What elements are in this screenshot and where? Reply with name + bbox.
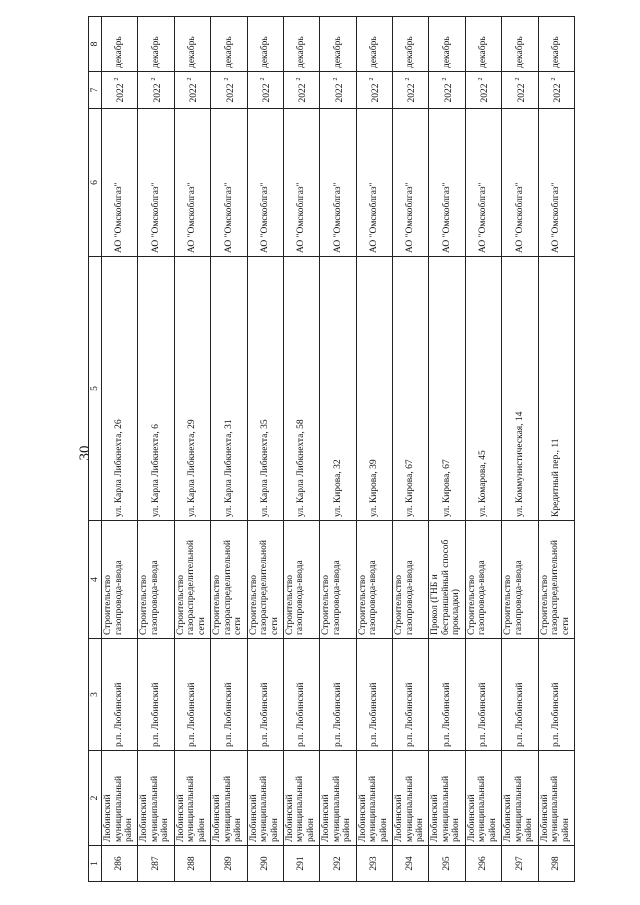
organization-cell: АО "Омскоблгаз" [502,109,538,257]
column-number: 2 [89,751,102,846]
year-cell [320,72,356,109]
row-number-cell: 294 [393,846,429,882]
year-value: 2022 [261,83,272,103]
footnote-mark: 2 [223,77,230,81]
table-row [429,17,465,882]
district-cell: Любинский муниципальный район [283,751,319,846]
footnote-mark: 2 [405,77,412,81]
work-type-cell: Строительство газопровода-ввода [465,521,501,639]
table-row [502,17,538,882]
row-number-cell: 289 [211,846,247,882]
table-row [320,17,356,882]
column-number: 7 [89,72,102,109]
year-cell [393,72,429,109]
district-cell: Любинский муниципальный район [502,751,538,846]
year-value: 2022 [152,83,163,103]
organization-cell: АО "Омскоблгаз" [465,109,501,257]
column-number: 5 [89,257,102,521]
year-cell [283,72,319,109]
address-cell: ул. Карла Либкнехта, 35 [247,257,283,521]
row-number-cell: 286 [102,846,138,882]
district-cell: Любинский муниципальный район [247,751,283,846]
row-number-cell: 288 [174,846,210,882]
settlement-cell: р.п. Любинский [138,639,174,751]
year-cell [138,72,174,109]
table-row [393,17,429,882]
footnote-mark: 2 [551,77,557,81]
row-number-cell: 297 [502,846,538,882]
year-value: 2022 [298,83,309,103]
month-cell: декабрь [247,17,283,72]
organization-cell: АО "Омскоблгаз" [247,109,283,257]
column-number: 1 [89,846,102,882]
footnote-mark: 2 [150,77,157,81]
month-cell: декабрь [538,17,575,72]
address-cell: ул. Комарова, 45 [465,257,501,521]
address-cell: ул. Кирова, 32 [320,257,356,521]
work-type-cell: Строительство газораспределительной сети [247,521,283,639]
district-cell: Любинский муниципальный район [538,751,575,846]
column-number: 8 [89,17,102,72]
settlement-cell: р.п. Любинский [247,639,283,751]
organization-cell: АО "Омскоблгаз" [429,109,465,257]
year-cell [538,72,575,109]
page-number: 30 [77,445,93,461]
work-type-cell: Строительство газораспределительной сети [174,521,210,639]
year-value: 2022 [189,83,200,103]
month-cell: декабрь [283,17,319,72]
gas-works-table [88,16,575,882]
address-cell: ул. Кирова, 39 [356,257,392,521]
year-cell [211,72,247,109]
organization-cell: АО "Омскоблгаз" [138,109,174,257]
year-value: 2022 [225,83,236,103]
table-row [283,17,319,882]
work-type-cell: Строительство газопровода-ввода [102,521,138,639]
footnote-mark: 2 [369,77,376,81]
year-value: 2022 [553,83,563,103]
organization-cell: АО "Омскоблгаз" [174,109,210,257]
district-cell: Любинский муниципальный район [429,751,465,846]
settlement-cell: р.п. Любинский [174,639,210,751]
year-value: 2022 [480,83,491,103]
table-row [465,17,501,882]
month-cell: декабрь [320,17,356,72]
settlement-cell: р.п. Любинский [429,639,465,751]
column-number: 6 [89,109,102,257]
settlement-cell: р.п. Любинский [320,639,356,751]
month-cell: декабрь [211,17,247,72]
year-value: 2022 [371,83,382,103]
column-number: 4 [89,521,102,639]
district-cell: Любинский муниципальный район [320,751,356,846]
address-cell: ул. Карла Либкнехта, 26 [102,257,138,521]
row-number-cell: 293 [356,846,392,882]
year-value: 2022 [334,83,345,103]
address-cell: ул. Кирова, 67 [393,257,429,521]
row-number-cell: 296 [465,846,501,882]
month-cell: декабрь [393,17,429,72]
footnote-mark: 2 [514,77,521,81]
district-cell: Любинский муниципальный район [356,751,392,846]
address-cell: Кредитный пер., 11 [538,257,575,521]
settlement-cell: р.п. Любинский [102,639,138,751]
table-row [174,17,210,882]
month-cell: декабрь [429,17,465,72]
footnote-mark: 2 [114,77,121,81]
work-type-cell: Прокол (ГНБ и бестраншейный способ прокладки) [429,521,465,639]
address-cell: ул. Карла Либкнехта, 6 [138,257,174,521]
month-cell: декабрь [102,17,138,72]
district-cell: Любинский муниципальный район [102,751,138,846]
column-number-row [89,17,102,882]
month-cell: декабрь [174,17,210,72]
year-cell [502,72,538,109]
year-cell [102,72,138,109]
work-type-cell: Строительство газопровода-ввода [320,521,356,639]
district-cell: Любинский муниципальный район [174,751,210,846]
table-row [356,17,392,882]
settlement-cell: р.п. Любинский [502,639,538,751]
organization-cell: АО "Омскоблгаз" [211,109,247,257]
year-value: 2022 [516,83,527,103]
row-number-cell: 287 [138,846,174,882]
address-cell: ул. Карла Либкнехта, 29 [174,257,210,521]
year-cell [356,72,392,109]
footnote-mark: 2 [332,77,339,81]
work-type-cell: Строительство газопровода-ввода [138,521,174,639]
table-row [102,17,138,882]
work-type-cell: Строительство газопровода-ввода [283,521,319,639]
settlement-cell: р.п. Любинский [211,639,247,751]
organization-cell: АО "Омскоблгаз" [283,109,319,257]
month-cell: декабрь [502,17,538,72]
footnote-mark: 2 [187,77,194,81]
district-cell: Любинский муниципальный район [138,751,174,846]
year-cell [429,72,465,109]
table-row [138,17,174,882]
year-cell [247,72,283,109]
work-type-cell: Строительство газораспределительной сети [211,521,247,639]
month-cell: декабрь [465,17,501,72]
organization-cell: АО "Омскоблгаз" [538,109,575,257]
work-type-cell: Строительство газопровода-ввода [502,521,538,639]
table-row [211,17,247,882]
organization-cell: АО "Омскоблгаз" [393,109,429,257]
year-value: 2022 [443,83,454,103]
address-cell: ул. Карла Либкнехта, 58 [283,257,319,521]
settlement-cell: р.п. Любинский [465,639,501,751]
work-type-cell: Строительство газораспределительной сети [538,521,575,639]
settlement-cell: р.п. Любинский [393,639,429,751]
district-cell: Любинский муниципальный район [211,751,247,846]
year-value: 2022 [407,83,418,103]
work-type-cell: Строительство газопровода-ввода [356,521,392,639]
row-number-cell: 295 [429,846,465,882]
table-sheet [88,17,575,882]
organization-cell: АО "Омскоблгаз" [320,109,356,257]
work-type-cell: Строительство газопровода-ввода [393,521,429,639]
footnote-mark: 2 [441,77,448,81]
year-value: 2022 [116,83,127,103]
row-number-cell: 291 [283,846,319,882]
organization-cell: АО "Омскоблгаз" [356,109,392,257]
district-cell: Любинский муниципальный район [465,751,501,846]
footnote-mark: 2 [296,77,303,81]
year-cell [174,72,210,109]
row-number-cell: 292 [320,846,356,882]
district-cell: Любинский муниципальный район [393,751,429,846]
row-number-cell: 298 [538,846,575,882]
settlement-cell: р.п. Любинский [356,639,392,751]
table-row [538,17,575,882]
table-row [247,17,283,882]
settlement-cell: р.п. Любинский [538,639,575,751]
address-cell: ул. Коммунистическая, 14 [502,257,538,521]
year-cell [465,72,501,109]
footnote-mark: 2 [478,77,485,81]
month-cell: декабрь [138,17,174,72]
address-cell: ул. Кирова, 67 [429,257,465,521]
month-cell: декабрь [356,17,392,72]
footnote-mark: 2 [259,77,266,81]
row-number-cell: 290 [247,846,283,882]
column-number: 3 [89,639,102,751]
address-cell: ул. Карла Либкнехта, 31 [211,257,247,521]
organization-cell: АО "Омскоблгаз" [102,109,138,257]
settlement-cell: р.п. Любинский [283,639,319,751]
